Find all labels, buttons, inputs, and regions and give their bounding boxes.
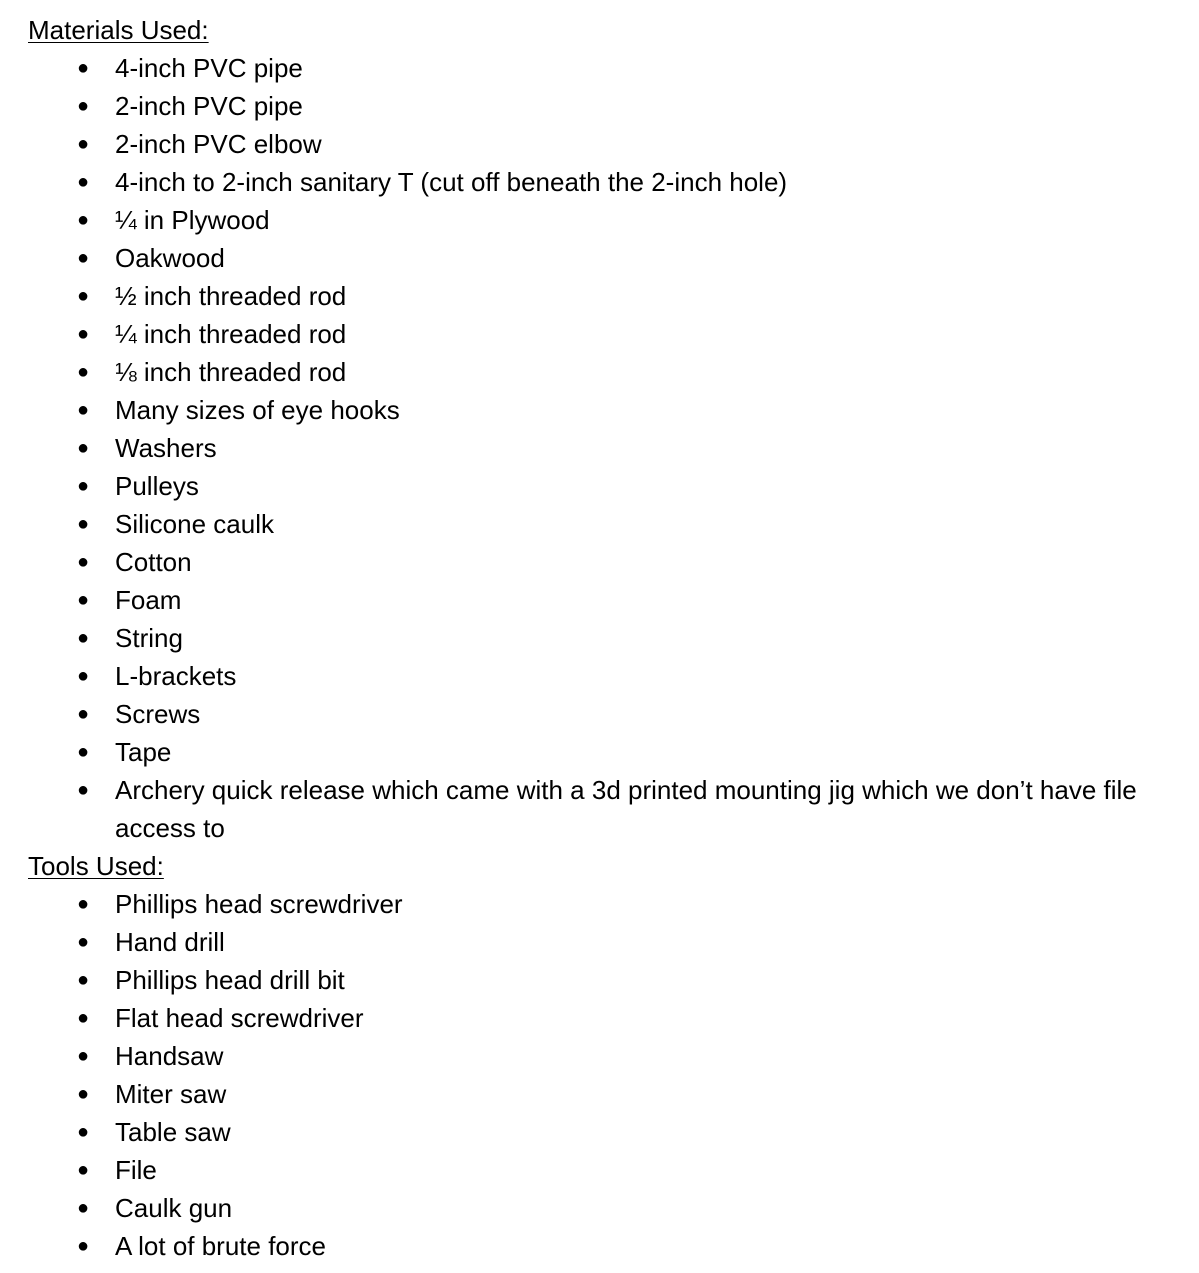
material-item <box>28 201 1159 239</box>
bullet-icon: ● <box>76 1083 90 1105</box>
bullet-icon: ● <box>76 1159 90 1181</box>
bullet-icon: ● <box>76 95 90 117</box>
bullet-icon: ● <box>76 171 90 193</box>
material-item <box>28 49 1159 87</box>
tool-item-text: Table saw <box>115 1117 231 1147</box>
material-item <box>28 467 1159 505</box>
material-item <box>28 771 1159 847</box>
bullet-icon: ● <box>76 475 90 497</box>
bullet-icon: ● <box>76 893 90 915</box>
bullet-icon: ● <box>76 285 90 307</box>
bullet-icon: ● <box>76 589 90 611</box>
material-item-text: L-brackets <box>115 661 237 691</box>
bullet-icon: ● <box>76 931 90 953</box>
material-item <box>28 353 1159 391</box>
bullet-icon: ● <box>76 1197 90 1219</box>
material-item-text: Washers <box>115 433 217 463</box>
material-item-text: 2-inch PVC elbow <box>115 129 322 159</box>
material-item-text: Cotton <box>115 547 192 577</box>
tool-item <box>28 1113 1159 1151</box>
material-item-text: String <box>115 623 183 653</box>
material-item-text: Foam <box>115 585 182 615</box>
bullet-icon: ● <box>76 969 90 991</box>
material-item-text: Tape <box>115 737 172 767</box>
tool-item-text: Phillips head drill bit <box>115 965 345 995</box>
tool-item <box>28 885 1159 923</box>
material-item-text: ¼ in Plywood <box>115 205 270 235</box>
material-item-text: ¼ inch threaded rod <box>115 319 347 349</box>
tool-item-text: A lot of brute force <box>115 1231 327 1261</box>
materials-heading-row <box>28 11 1159 49</box>
bullet-icon: ● <box>76 1121 90 1143</box>
bullet-icon: ● <box>76 551 90 573</box>
material-item-text: ½ inch threaded rod <box>115 281 347 311</box>
bullet-icon: ● <box>76 57 90 79</box>
material-item-text: 4-inch to 2-inch sanitary T (cut off beneath the 2-inch hole) <box>115 167 788 197</box>
bullet-icon: ● <box>76 437 90 459</box>
tool-item <box>28 1151 1159 1189</box>
tool-item-text: Miter saw <box>115 1079 227 1109</box>
bullet-icon: ● <box>76 703 90 725</box>
material-item <box>28 239 1159 277</box>
bullet-icon: ● <box>76 779 90 801</box>
material-item-text: 4-inch PVC pipe <box>115 53 303 83</box>
tool-item <box>28 1037 1159 1075</box>
bullet-icon: ● <box>76 513 90 535</box>
bullet-icon: ● <box>76 133 90 155</box>
material-item <box>28 315 1159 353</box>
material-item <box>28 125 1159 163</box>
bullet-icon: ● <box>76 1235 90 1257</box>
tools-heading: Tools Used: <box>28 851 164 881</box>
materials-heading: Materials Used: <box>28 15 209 45</box>
tool-item <box>28 961 1159 999</box>
bullet-icon: ● <box>76 247 90 269</box>
material-item-text: 2-inch PVC pipe <box>115 91 303 121</box>
material-item <box>28 429 1159 467</box>
material-item <box>28 733 1159 771</box>
tool-item <box>28 999 1159 1037</box>
bullet-icon: ● <box>76 741 90 763</box>
material-item-text: Screws <box>115 699 201 729</box>
tool-item-text: Phillips head screwdriver <box>115 889 403 919</box>
materials-list <box>28 49 1159 847</box>
tool-item-text: File <box>115 1155 157 1185</box>
material-item <box>28 87 1159 125</box>
material-item-text: Archery quick release which came with a 3d printed mounting jig which we don’t have file access to <box>115 775 1137 843</box>
bullet-icon: ● <box>76 665 90 687</box>
bullet-icon: ● <box>76 399 90 421</box>
material-item-text: Silicone caulk <box>115 509 274 539</box>
bullet-icon: ● <box>76 361 90 383</box>
material-item <box>28 505 1159 543</box>
tool-item-text: Handsaw <box>115 1041 224 1071</box>
document-body <box>28 11 1159 1265</box>
tool-item <box>28 923 1159 961</box>
bullet-icon: ● <box>76 627 90 649</box>
bullet-icon: ● <box>76 209 90 231</box>
material-item <box>28 391 1159 429</box>
material-item-text: ⅛ inch threaded rod <box>115 357 347 387</box>
material-item <box>28 543 1159 581</box>
tool-item <box>28 1227 1159 1265</box>
material-item <box>28 619 1159 657</box>
material-item <box>28 657 1159 695</box>
material-item <box>28 695 1159 733</box>
material-item <box>28 163 1159 201</box>
tool-item-text: Caulk gun <box>115 1193 233 1223</box>
tool-item <box>28 1075 1159 1113</box>
material-item-text: Many sizes of eye hooks <box>115 395 400 425</box>
tool-item-text: Flat head screwdriver <box>115 1003 364 1033</box>
material-item <box>28 581 1159 619</box>
tools-list <box>28 885 1159 1265</box>
bullet-icon: ● <box>76 323 90 345</box>
material-item-text: Oakwood <box>115 243 225 273</box>
material-item-text: Pulleys <box>115 471 199 501</box>
tools-heading-row <box>28 847 1159 885</box>
tool-item-text: Hand drill <box>115 927 225 957</box>
bullet-icon: ● <box>76 1007 90 1029</box>
bullet-icon: ● <box>76 1045 90 1067</box>
tool-item <box>28 1189 1159 1227</box>
material-item <box>28 277 1159 315</box>
